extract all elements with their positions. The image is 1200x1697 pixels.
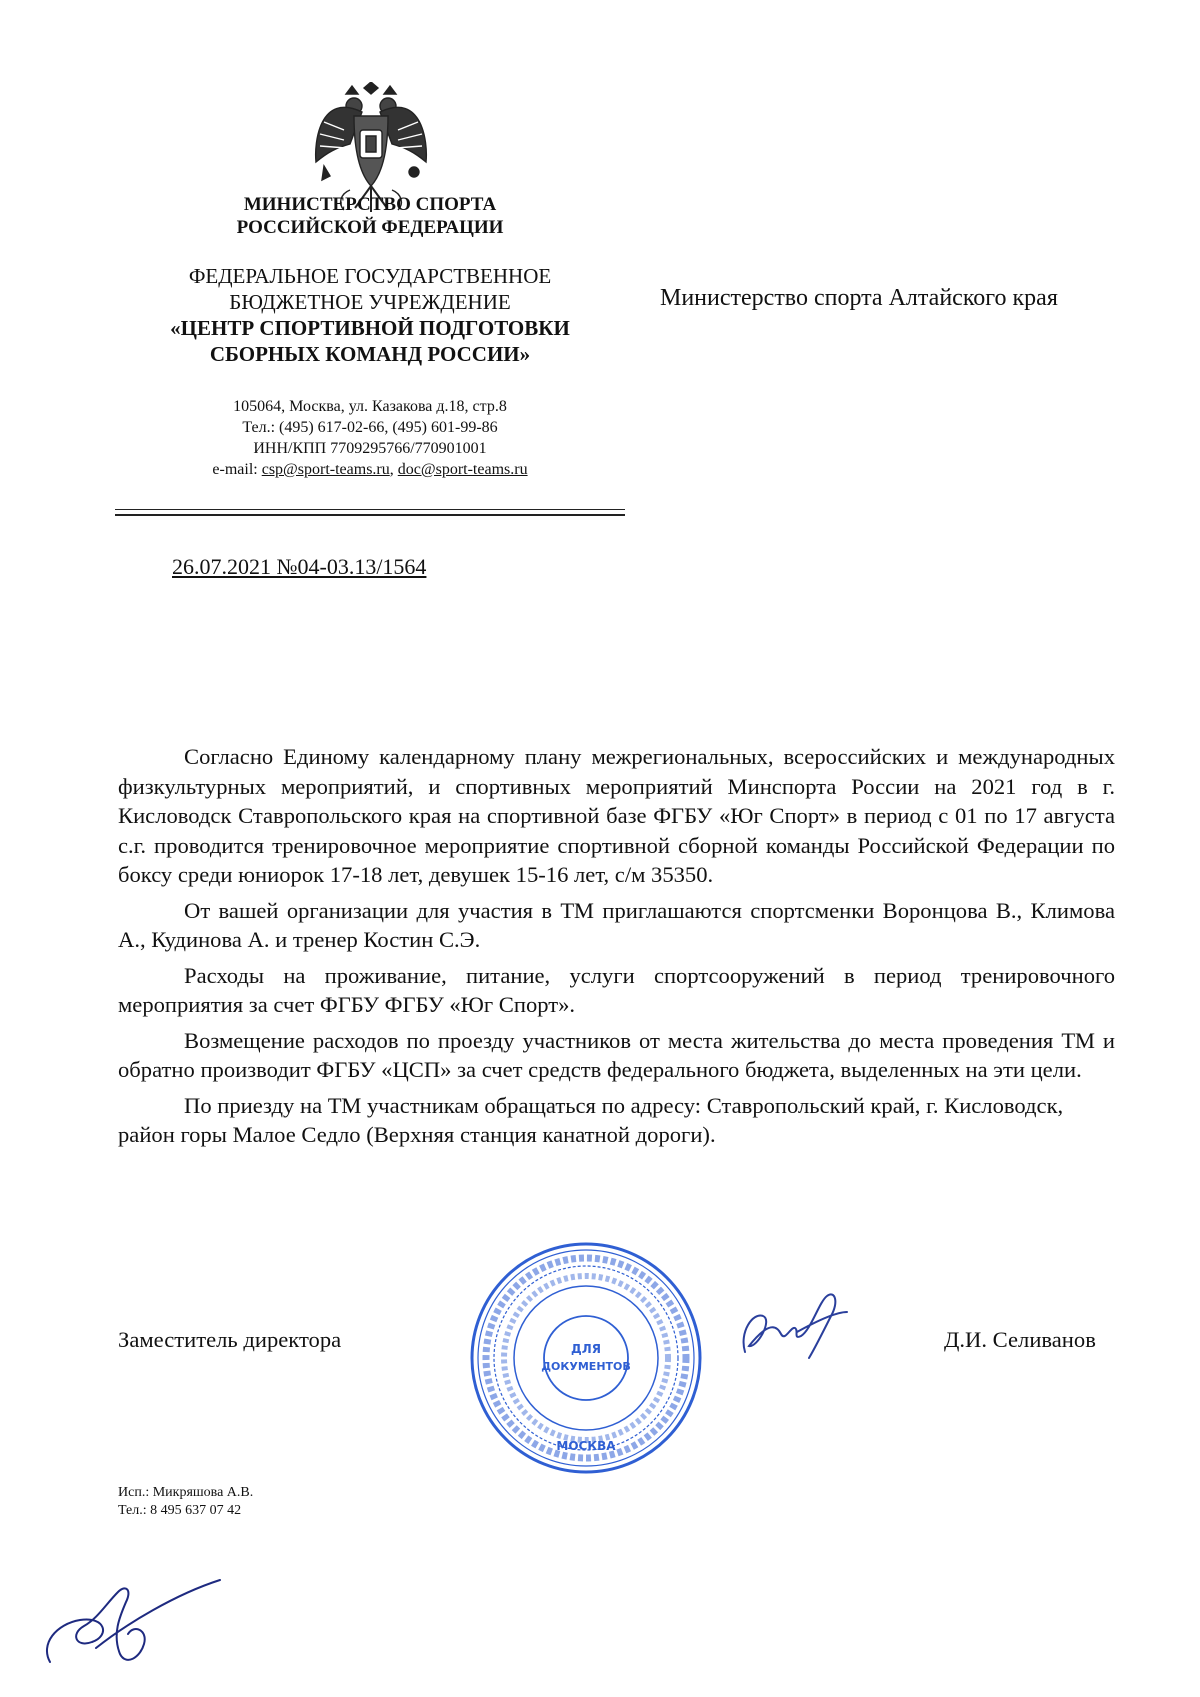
body-paragraph-1: Согласно Единому календарному плану межрегиональных, всероссийских и международных физкультурных мероприятий, и спортивных мероприятий Минспорта России на 2021 год в г. Кисловодск Ставропольского края на спортивной базе ФГБУ «Юг Спорт» в период с 01 по 17 августа с.г. проводится тренировочное мероприятие спортивной сборной команды Российской Федерации по боксу среди юниорок 17-18 лет, девушек 15-16 лет, с/м 35350. (118, 744, 1115, 887)
org-phone: Тел.: (495) 617-02-66, (495) 601-99-86 (242, 419, 498, 436)
stamp-city: МОСКВА (556, 1439, 616, 1453)
stamp-center-line-2: ДОКУМЕНТОВ (541, 1360, 631, 1373)
body-paragraph-5: По приезду на ТМ участникам обращаться по адресу: Ставропольский край, г. Кисловодск, район горы Малое Седло (Верхняя станция канатной дороги). (118, 1092, 1064, 1147)
org-email-line (140, 459, 600, 480)
email-link-doc[interactable]: doc@sport-teams.ru (397, 461, 528, 478)
signer-name: Д.И. Селиванов (944, 1327, 1096, 1352)
email-separator: , (389, 461, 398, 478)
handwritten-signature-icon (735, 1282, 850, 1364)
ministry-line-1: МИНИСТЕРСТВО СПОРТА (243, 194, 497, 215)
body-paragraph-2: От вашей организации для участия в ТМ приглашаются спортсменки Воронцова В., Климова А., Кудинова А. и тренер Костин С.Э. (118, 897, 1115, 952)
handwritten-initials-icon (36, 1574, 226, 1676)
ministry-name (170, 193, 570, 239)
ministry-line-2: РОССИЙСКОЙ ФЕДЕРАЦИИ (236, 217, 504, 238)
registration-number: 26.07.2021 №04-03.13/1564 (172, 554, 427, 579)
org-name-line-1: «ЦЕНТР СПОРТИВНОЙ ПОДГОТОВКИ (170, 316, 570, 340)
org-name-line-2: СБОРНЫХ КОМАНД РОССИИ» (209, 342, 531, 366)
org-address: 105064, Москва, ул. Казакова д.18, стр.8 (233, 398, 507, 415)
official-stamp-icon (466, 1238, 706, 1478)
executor-block (118, 1484, 253, 1520)
email-link-csp[interactable]: csp@sport-teams.ru (261, 461, 390, 478)
stamp-center-line-1: ДЛЯ (571, 1342, 601, 1356)
signer-title: Заместитель директора (118, 1327, 342, 1352)
letter-body (118, 742, 1115, 1156)
executor-name: Исп.: Микряшова А.В. (118, 1485, 254, 1500)
email-label: e-mail: (212, 461, 262, 478)
body-paragraph-4: Возмещение расходов по проезду участников от места жительства до места проведения ТМ и обратно производит ФГБУ «ЦСП» за счет средств федерального бюджета, выделенных на эти цели. (118, 1027, 1115, 1082)
header-divider-thick (115, 514, 625, 516)
org-type-line-1: ФЕДЕРАЛЬНОЕ ГОСУДАРСТВЕННОЕ (188, 264, 552, 288)
header-divider-thin (115, 509, 625, 510)
organization-block (120, 263, 620, 367)
body-paragraph-3: Расходы на проживание, питание, услуги спортсооружений в период тренировочного мероприятия за счет ФГБУ ФГБУ «Юг Спорт». (118, 962, 1115, 1017)
org-type-line-2: БЮДЖЕТНОЕ УЧРЕЖДЕНИЕ (229, 290, 511, 314)
contacts-block (140, 396, 600, 480)
org-inn: ИНН/КПП 7709295766/770901001 (253, 440, 487, 457)
executor-phone: Тел.: 8 495 637 07 42 (118, 1503, 242, 1518)
addressee: Министерство спорта Алтайского края (660, 285, 1058, 311)
